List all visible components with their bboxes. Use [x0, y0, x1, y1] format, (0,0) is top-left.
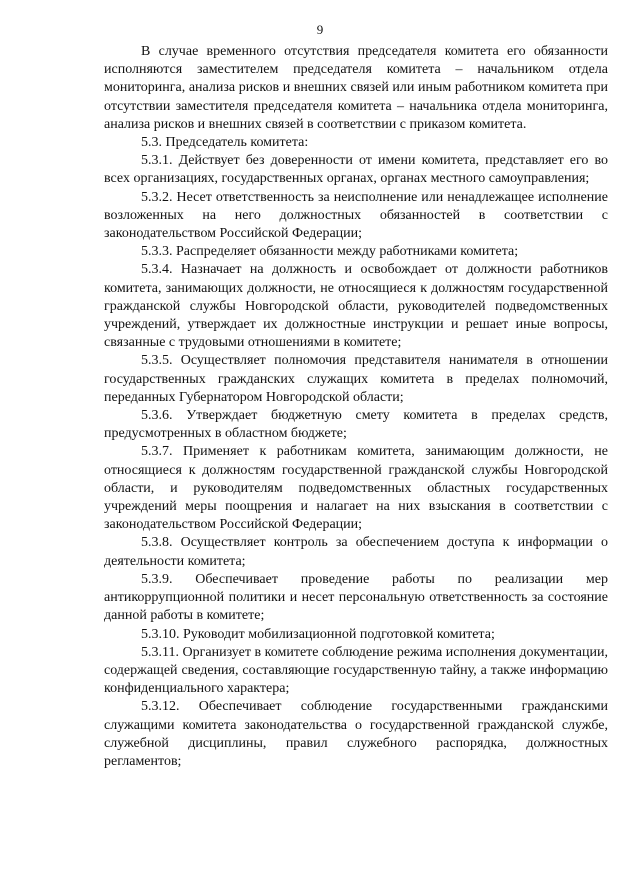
- paragraph-5-3-9: 5.3.9. Обеспечивает проведение работы по реализации мер антикоррупционной политики и несет персональную ответственность за состояние данной работы в комитете;: [104, 571, 608, 624]
- paragraph-5-3-3: 5.3.3. Распределяет обязанности между работниками комитета;: [141, 244, 519, 260]
- paragraph-5-3-heading: 5.3. Председатель комитета:: [141, 135, 309, 151]
- paragraph-5-3-10: 5.3.10. Руководит мобилизационной подготовкой комитета;: [141, 626, 495, 642]
- page-number: 9: [316, 22, 324, 37]
- paragraph-5-3-6: 5.3.6. Утверждает бюджетную смету комитета в пределах средств, предусмотренных в областном бюджете;: [104, 408, 608, 442]
- paragraph-acting-chairman: В случае временного отсутствия председателя комитета его обязанности исполняются заместителем председателя комитета – начальником отдела мониторинга, анализа рисков и внешних связей или иным работником комитета при отсутствии заместителя председателя комитета – начальника отдела мониторинга, анализа рисков и внешних связей в соответствии с приказом комитета.: [104, 44, 608, 132]
- paragraph-5-3-8: 5.3.8. Осуществляет контроль за обеспечением доступа к информации о деятельности комитета;: [104, 535, 608, 569]
- paragraph-5-3-4: 5.3.4. Назначает на должность и освобождает от должности работников комитета, занимающих должности, не относящиеся к должностям государственной гражданской службы Новгородской области, руководителей подведомственных учреждений, утверждает их должностные инструкции и решает иные вопросы, связанные с трудовыми отношениями в комитете;: [104, 262, 608, 351]
- paragraph-5-3-12: 5.3.12. Обеспечивает соблюдение государственными гражданскими служащими комитета законодательства о государственной гражданской службе, служебной дисциплины, правил служебного распорядка, должностных регламентов;: [104, 699, 608, 769]
- paragraph-5-3-11: 5.3.11. Организует в комитете соблюдение режима исполнения документации, содержащей сведения, составляющие государственную тайну, а также информацию конфиденциального характера;: [104, 644, 608, 697]
- paragraph-5-3-1: 5.3.1. Действует без доверенности от имени комитета, представляет его во всех организациях, государственных органах, органах местного самоуправления;: [104, 153, 608, 187]
- paragraph-5-3-2: 5.3.2. Несет ответственность за неисполнение или ненадлежащее исполнение возложенных на него должностных обязанностей в соответствии с законодательством Российской Федерации;: [104, 189, 608, 242]
- paragraph-5-3-7: 5.3.7. Применяет к работникам комитета, занимающим должности, не относящиеся к должностям государственной гражданской службы Новгородской области, и руководителям подведомственных областных государственных учреждений меры поощрения и налагает на них взыскания в соответствии с законодательством Российской Федерации;: [104, 444, 608, 533]
- paragraph-5-3-5: 5.3.5. Осуществляет полномочия представителя нанимателя в отношении государственных гражданских служащих комитета в пределах полномочий, переданных Губернатором Новгородской области;: [104, 353, 608, 405]
- document-body: [104, 43, 608, 771]
